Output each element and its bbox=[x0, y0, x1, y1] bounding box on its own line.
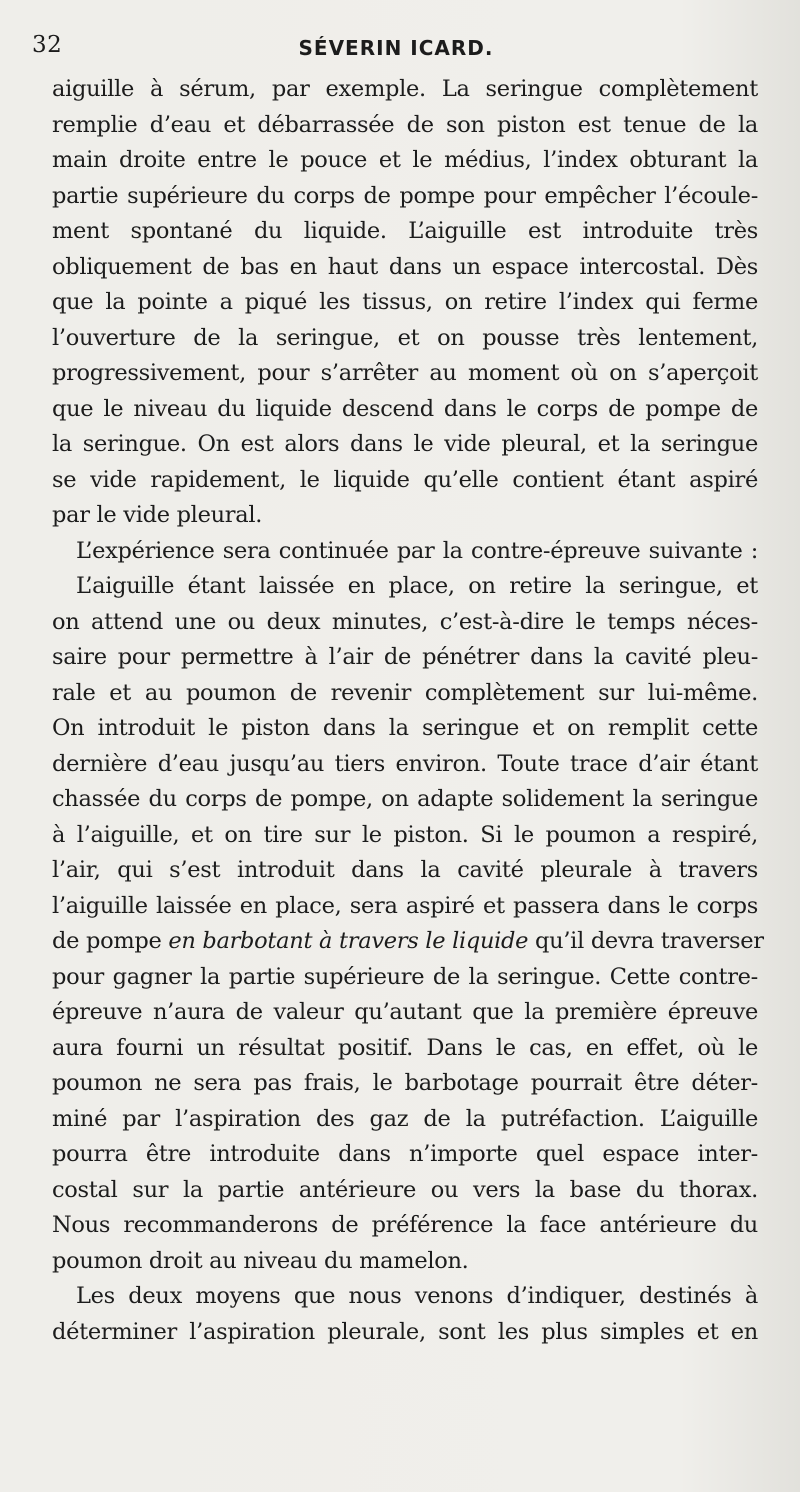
text-line: l’ouverture de la seringue, et on pousse très lentement, bbox=[52, 324, 758, 351]
text-line: miné par l’aspiration des gaz de la putréfaction. L’aiguille bbox=[52, 1105, 758, 1132]
text-line: costal sur la partie antérieure ou vers la base du thorax. bbox=[52, 1176, 758, 1203]
text-line: que la pointe a piqué les tissus, on retire l’index qui ferme bbox=[52, 289, 758, 315]
text-line: pourra être introduite dans n’importe quel espace inter- bbox=[52, 1141, 758, 1167]
text-line: on attend une ou deux minutes, c’est-à-dire le temps néces- bbox=[52, 608, 758, 635]
text-line: par le vide pleural. bbox=[52, 502, 263, 528]
text-line: Nous recommanderons de préférence la face antérieure du bbox=[52, 1212, 758, 1238]
text-line: aiguille à sérum, par exemple. La seringue complètement bbox=[52, 76, 758, 102]
text-line: poumon ne sera pas frais, le barbotage pourrait être déter- bbox=[52, 1070, 758, 1096]
paragraph-1 bbox=[52, 72, 758, 534]
text-line: aura fourni un résultat positif. Dans le cas, en effet, où le bbox=[52, 1034, 758, 1061]
paragraph-3 bbox=[52, 569, 764, 1279]
text-line: poumon droit au niveau du mamelon. bbox=[52, 1247, 469, 1274]
text-line: progressivement, pour s’arrêter au moment où on s’aperçoit bbox=[52, 360, 758, 386]
text-line: dernière d’eau jusqu’au tiers environ. Toute trace d’air étant bbox=[52, 750, 758, 777]
text-line: rale et au poumon de revenir complètement sur lui-même. bbox=[52, 679, 758, 706]
text-segment: de pompe bbox=[52, 928, 169, 954]
text-line-with-italic bbox=[52, 924, 764, 960]
text-line: chassée du corps de pompe, on adapte solidement la seringue bbox=[52, 786, 758, 812]
text-line: saire pour permettre à l’air de pénétrer dans la cavité pleu- bbox=[52, 644, 758, 670]
text-line: l’aiguille laissée en place, sera aspiré et passera dans le corps bbox=[52, 892, 758, 919]
text-line: obliquement de bas en haut dans un espace intercostal. Dès bbox=[52, 253, 758, 280]
text-segment: qu’il devra traverser bbox=[528, 928, 764, 954]
italic-phrase: en barbotant à travers le liquide bbox=[168, 928, 529, 954]
running-head: SÉVERIN ICARD. bbox=[298, 36, 494, 60]
text-line: la seringue. On est alors dans le vide pleural, et la seringue bbox=[52, 431, 758, 457]
text-line: se vide rapidement, le liquide qu’elle contient étant aspiré bbox=[52, 466, 758, 493]
text-line: L’expérience sera continuée par la contre-épreuve suivante : bbox=[76, 537, 758, 564]
text-line: L’aiguille étant laissée en place, on retire la seringue, et bbox=[76, 573, 758, 599]
text-line: remplie d’eau et débarrassée de son piston est tenue de la bbox=[52, 111, 758, 138]
page-number: 32 bbox=[32, 32, 63, 58]
text-line: partie supérieure du corps de pompe pour empêcher l’écoule- bbox=[52, 182, 758, 209]
paragraph-4 bbox=[52, 1279, 758, 1350]
text-line: On introduit le piston dans la seringue et on remplit cette bbox=[52, 715, 758, 741]
text-line: ment spontané du liquide. L’aiguille est introduite très bbox=[52, 218, 758, 244]
text-line: Les deux moyens que nous venons d’indiquer, destinés à bbox=[76, 1283, 758, 1309]
text-line: que le niveau du liquide descend dans le corps de pompe de bbox=[52, 395, 758, 422]
text-line: pour gagner la partie supérieure de la seringue. Cette contre- bbox=[52, 963, 758, 990]
page-header bbox=[32, 28, 760, 64]
text-line: à l’aiguille, et on tire sur le piston. Si le poumon a respiré, bbox=[52, 821, 758, 848]
text-line: main droite entre le pouce et le médius, l’index obturant la bbox=[52, 147, 758, 173]
paragraph-2 bbox=[52, 534, 758, 570]
body-text bbox=[52, 72, 764, 1350]
text-line: épreuve n’aura de valeur qu’autant que la première épreuve bbox=[52, 999, 758, 1025]
text-line: l’air, qui s’est introduit dans la cavité pleurale à travers bbox=[52, 857, 758, 883]
text-line: déterminer l’aspiration pleurale, sont les plus simples et en bbox=[52, 1318, 758, 1345]
